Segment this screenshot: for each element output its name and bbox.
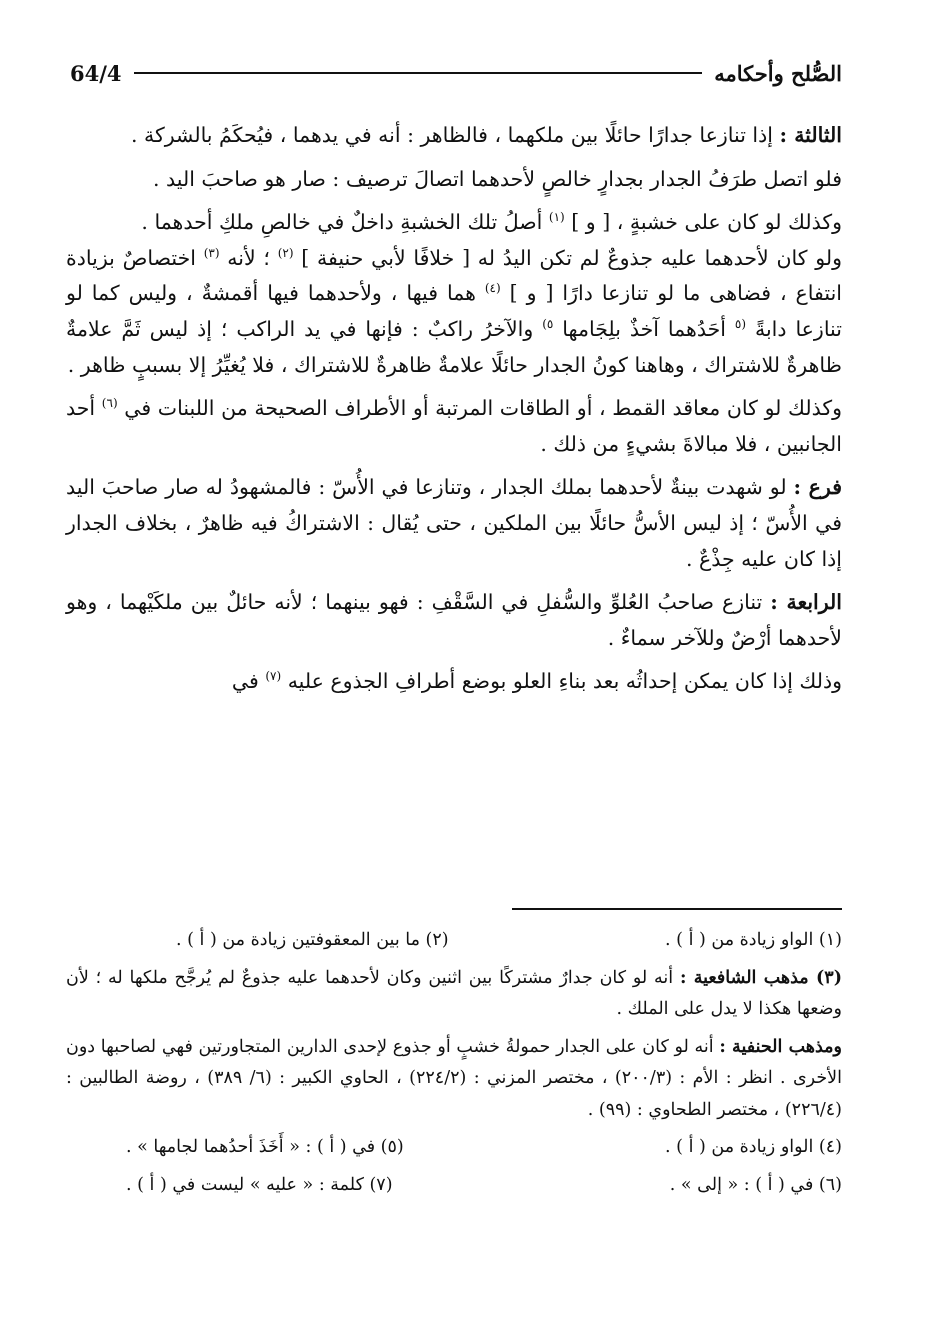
text-run: ولو كان لأحدهما عليه جذوعٌ لم تكن اليدُ له [ خلافًا لأبي حنيفة ] <box>301 245 842 270</box>
text-run: ؛ لأنه <box>227 245 270 270</box>
text-run: أصلُ تلك الخشبةِ داخلٌ في خالصِ ملكِ أحدهما . <box>141 210 543 235</box>
text-run: في <box>231 669 259 694</box>
footnote-3 <box>66 963 842 1026</box>
paragraph-text: فلو اتصل طرَفُ الجدار بجدارٍ خالصٍ لأحدهما اتصالَ ترصيف : صار هو صاحبَ اليد . <box>153 166 842 191</box>
footnote-text: أنه لو كان جدارٌ مشتركًا بين اثنين وكان لأحدهما عليه جذوعٌ لم يُرجَّح ملكها له ؛ لأن وضعها هكذا لا يدل على الملك . <box>66 967 842 1019</box>
section-label: فرع : <box>793 475 843 500</box>
footnote-row <box>66 1132 842 1164</box>
section-label: الرابعة : <box>770 590 842 615</box>
footnote-marker: (٧) <box>265 669 282 684</box>
footnote-7: (٧) كلمة : « عليه » ليست في ( أ ) . <box>126 1174 393 1195</box>
text-run: أحد الجانبين ، فلا مبالاةَ بشيءٍ من ذلك . <box>66 396 842 456</box>
text-run: هما فيها ، ولأحدهما فيها أقمشةٌ ، وليس كما لو تنازعا دابةً <box>66 281 842 341</box>
paragraph-text: إذا تنازعا جدارًا حائلًا بين ملكهما ، فالظاهر : أنه في يدهما ، فيُحكَمُ بالشركة . <box>130 123 773 147</box>
footnote-2: (٢) ما بين المعقوفتين زيادة من ( أ ) . <box>176 930 449 950</box>
paragraph-fourth-issue <box>66 585 842 656</box>
page-header <box>70 58 842 88</box>
header-rule <box>134 72 703 74</box>
footnote-marker: ٥) <box>542 317 554 332</box>
footnote-marker: (٢) <box>277 245 294 260</box>
text-run: أحَدُهما آخذٌ بلِجَامها <box>562 316 726 341</box>
footnote-marker: (٤) <box>484 281 501 296</box>
footnotes <box>66 925 842 1207</box>
paragraph-third-issue <box>66 118 842 154</box>
text-run: وكذلك لو كان معاقد القمط ، أو الطاقات المرتبة أو الأطراف الصحيحة من اللبنات في <box>124 396 842 421</box>
paragraph-last <box>66 664 842 700</box>
footnote-marker: (٣) <box>203 245 220 260</box>
footnote-6: (٦) في ( أ ) : « إلى » . <box>669 1174 842 1195</box>
footnote-1: (١) الواو زيادة من ( أ ) . <box>665 930 842 950</box>
footnote-text: أنه لو كان على الجدار حمولةُ خشبٍ أو جذوع لإحدى الدارين المتجاورتين فهي لصاحبها دون الأخرى . انظر : الأم : (٢٠٠/٣) ، مختصر المزني : (٢٢٤/٢) ، الحاوي الكبير : (٦/ ٣٨٩) ، روضة الطالبين : (٢٢٦/٤) ، مختصر الطحاوي : (٩٩) . <box>66 1036 842 1120</box>
footnote-label: ومذهب الحنفية : <box>719 1036 842 1057</box>
paragraph-wood-beam <box>66 205 842 383</box>
footnote-marker: (١) <box>548 210 565 225</box>
section-label: الثالثة : <box>779 123 842 147</box>
text-run: وذلك إذا كان يمكن إحداثُه بعد بناءِ العلو بوضع أطرافِ الجذوع عليه <box>287 669 842 694</box>
footnote-5: (٥) في ( أ ) : « أَخَذَ أحدُهما لجامها » . <box>126 1137 404 1157</box>
footnote-4: (٤) الواو زيادة من ( أ ) . <box>665 1137 842 1157</box>
paragraph-bindings <box>66 391 842 462</box>
footnote-marker: (٥ <box>734 317 747 332</box>
footnote-3-continued <box>66 1032 842 1127</box>
footnote-row <box>66 1170 842 1202</box>
footnote-marker: (٦) <box>101 396 118 411</box>
footnote-separator <box>512 908 842 910</box>
text-run: وكذلك لو كان على خشبةٍ ، [ و ] <box>571 210 842 235</box>
main-text <box>66 118 842 708</box>
paragraph-text: تنازع صاحبُ العُلوِّ والسُّفلِ في السَّقْفِ : فهو بينهما ؛ لأنه حائلٌ بين ملكَيْهما ، وهو لأحدهما أرْضٌ وللآخر سماءٌ . <box>66 590 842 650</box>
footnote-row <box>66 925 842 957</box>
text-run: اختصاصٌ بزيادة انتفاع ، فضاهى ما لو تنازعا دارًا [ و ] <box>66 245 842 306</box>
running-title: الصُّلح وأحكامه <box>714 60 842 86</box>
footnote-label: (٣) مذهب الشافعية : <box>679 967 842 988</box>
paragraph-branch <box>66 470 842 577</box>
text-run: والآخرُ راكبٌ : فإنها في يد الراكب ؛ إذ ليس ثَمَّ علامةٌ ظاهرةٌ للاشتراك ، وهاهنا كونُ الجدار حائلًا علامةٌ ظاهرةٌ للاشتراك ، فلا يُغيِّرُ إلا بسببٍ ظاهر . <box>66 316 842 377</box>
page-number: 64/4 <box>70 60 122 86</box>
paragraph-text: لو شهدت بينةٌ لأحدهما بملك الجدار ، وتنازعا في الأُسّ : فالمشهودُ له صار صاحبَ اليد في الأُسّ ؛ إذ ليس الأسُّ حائلًا بين الملكين ، حتى يُقال : الاشتراكُ فيه ظاهرٌ ، بخلاف الجدار إذا كان عليه جِذْعٌ . <box>66 475 842 571</box>
